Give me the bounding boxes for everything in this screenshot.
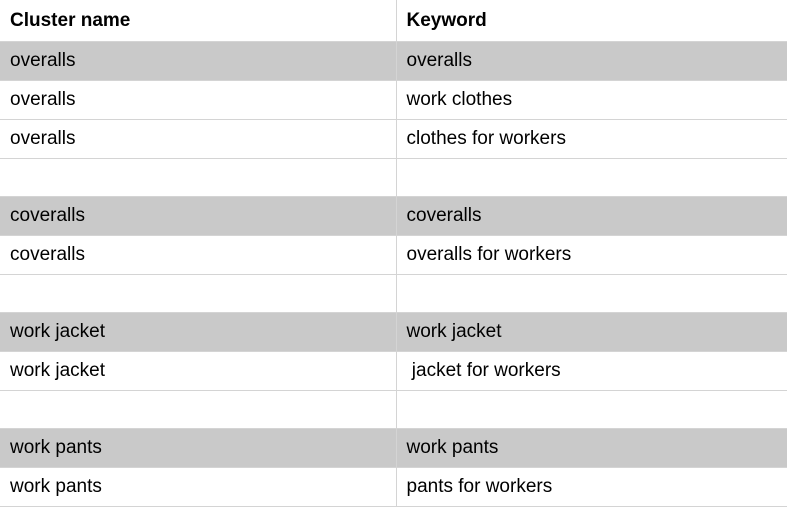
cell-cluster-name bbox=[0, 275, 396, 313]
cell-cluster-name: work jacket bbox=[0, 352, 396, 391]
cell-cluster-name: overalls bbox=[0, 120, 396, 159]
cell-keyword: coveralls bbox=[396, 197, 787, 236]
table-spacer-row bbox=[0, 159, 787, 197]
column-header-cluster-name: Cluster name bbox=[0, 0, 396, 42]
table-row bbox=[0, 120, 787, 159]
table-row bbox=[0, 313, 787, 352]
cell-keyword: work jacket bbox=[396, 313, 787, 352]
cell-keyword: work clothes bbox=[396, 81, 787, 120]
cell-keyword: overalls bbox=[396, 42, 787, 81]
table-row bbox=[0, 468, 787, 507]
table-header-row bbox=[0, 0, 787, 42]
table-body bbox=[0, 42, 787, 507]
table-row bbox=[0, 81, 787, 120]
table-row bbox=[0, 352, 787, 391]
cell-cluster-name: overalls bbox=[0, 42, 396, 81]
cell-cluster-name bbox=[0, 159, 396, 197]
column-header-keyword: Keyword bbox=[396, 0, 787, 42]
table-row bbox=[0, 42, 787, 81]
table-row bbox=[0, 429, 787, 468]
cell-keyword bbox=[396, 159, 787, 197]
cell-cluster-name: coveralls bbox=[0, 197, 396, 236]
cell-cluster-name: overalls bbox=[0, 81, 396, 120]
cell-cluster-name: work jacket bbox=[0, 313, 396, 352]
table-spacer-row bbox=[0, 275, 787, 313]
cell-cluster-name: work pants bbox=[0, 429, 396, 468]
table-spacer-row bbox=[0, 391, 787, 429]
cell-keyword: pants for workers bbox=[396, 468, 787, 507]
cell-keyword bbox=[396, 391, 787, 429]
cell-cluster-name: work pants bbox=[0, 468, 396, 507]
cell-keyword: jacket for workers bbox=[396, 352, 787, 391]
cell-keyword: clothes for workers bbox=[396, 120, 787, 159]
table-header bbox=[0, 0, 787, 42]
table-row bbox=[0, 236, 787, 275]
cell-keyword bbox=[396, 275, 787, 313]
cell-cluster-name bbox=[0, 391, 396, 429]
cell-keyword: overalls for workers bbox=[396, 236, 787, 275]
cell-keyword: work pants bbox=[396, 429, 787, 468]
table-row bbox=[0, 197, 787, 236]
cell-cluster-name: coveralls bbox=[0, 236, 396, 275]
